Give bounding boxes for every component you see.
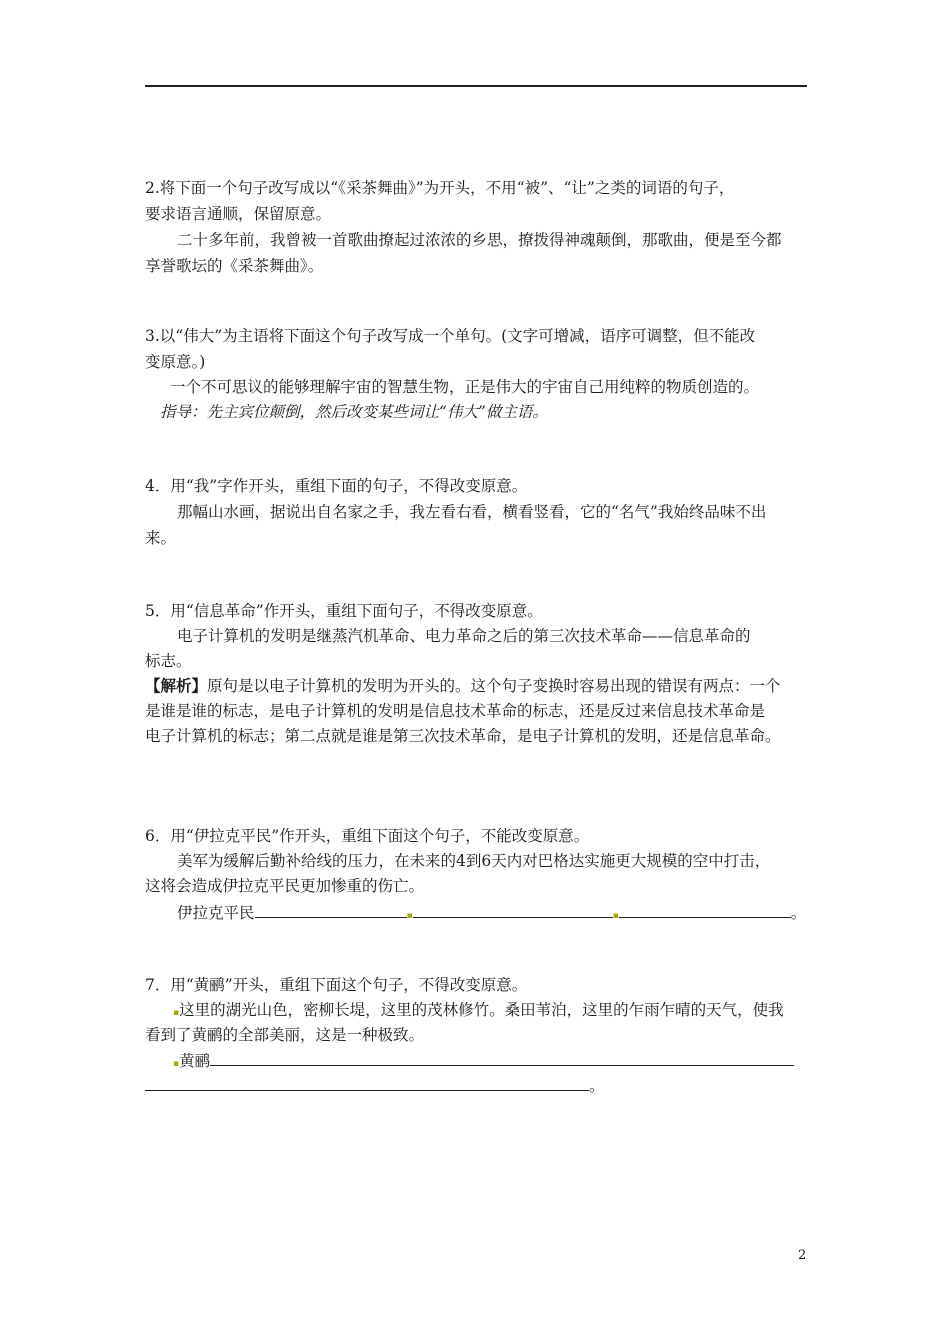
header-rule	[145, 85, 807, 87]
q7-sentence-text1: 这里的湖光山色，密柳长堤，这里的茂林修竹。桑田苇泊，这里的乍雨乍晴的天气，使我	[179, 1001, 784, 1019]
q2-prompt-line1: 2.将下面一个句子改写成以“《采茶舞曲》”为开头，不用“被”、“让”之类的词语的句子，	[145, 179, 735, 197]
q2-sentence-line1: 二十多年前，我曾被一首歌曲撩起过浓浓的乡思，撩拨得神魂颠倒，那歌曲，便是至今都	[177, 231, 782, 249]
q5-sentence-line1: 电子计算机的发明是继蒸汽机革命、电力革命之后的第三次技术革命——信息革命的	[177, 627, 751, 645]
q7-answer-line1	[173, 1050, 794, 1074]
q6-answer-end: 。	[790, 904, 807, 922]
q6-answer-start: 伊拉克平民	[177, 904, 255, 922]
yellow-mark-icon: ▪	[173, 1059, 180, 1069]
q6-sentence-line2: 这将会造成伊拉克平民更加惨重的伤亡。	[145, 877, 425, 895]
q7-answer-start: 黄鹂	[179, 1052, 211, 1070]
q7-prompt: 7．用“黄鹂”开头，重组下面这个句子，不得改变原意。	[145, 976, 528, 994]
q6-prompt: 6．用“伊拉克平民”作开头，重组下面这个句子，不能改变原意。	[145, 827, 590, 845]
q5-sentence-line2: 标志。	[145, 652, 192, 670]
q5-analysis-line1	[145, 676, 781, 696]
q6-answer-blank-1[interactable]	[255, 902, 407, 918]
q6-sentence-line1: 美军为缓解后勤补给线的压力，在未来的4到6天内对巴格达实施更大规模的空中打击，	[177, 852, 771, 870]
q4-sentence-line1: 那幅山水画，据说出自名家之手，我左看右看，横看竖看，它的“名气”我始终品味不出	[177, 503, 767, 521]
q5-analysis-line2: 是谁是谁的标志，是电子计算机的发明是信息技术革命的标志，还是反过来信息技术革命是	[145, 702, 766, 720]
yellow-mark-icon: ▪	[173, 1008, 180, 1018]
yellow-mark-icon: ▪	[612, 911, 619, 921]
q7-answer-blank-1[interactable]	[210, 1050, 794, 1066]
q7-sentence-line1	[173, 1000, 784, 1023]
q5-prompt: 5．用“信息革命”作开头，重组下面句子，不得改变原意。	[145, 602, 543, 620]
q7-answer-end: 。	[589, 1077, 605, 1095]
q3-prompt-line2: 变原意。)	[145, 353, 206, 371]
q6-answer-blank-2[interactable]	[413, 902, 613, 918]
q7-answer-line2	[145, 1075, 605, 1096]
q2-sentence-line2: 享誉歌坛的《采茶舞曲》。	[145, 257, 324, 275]
q7-sentence-line2: 看到了黄鹂的全部美丽，这是一种极致。	[145, 1026, 425, 1044]
q4-prompt: 4．用“我”字作开头，重组下面的句子，不得改变原意。	[145, 477, 528, 495]
q5-analysis-line3: 电子计算机的标志；第二点就是谁是第三次技术革命，是电子计算机的发明，还是信息革命。	[145, 727, 781, 745]
analysis-tag: 【解析】	[145, 676, 208, 695]
q7-answer-blank-2[interactable]	[145, 1075, 589, 1091]
q3-hint: 指导：先主宾位颠倒，然后改变某些词让“伟大”做主语。	[160, 403, 548, 421]
page-number: 2	[798, 1248, 807, 1263]
q6-answer-line	[177, 902, 806, 926]
q3-prompt-line1: 3.以“伟大”为主语将下面这个句子改写成一个单句。(文字可增减，语序可调整，但不能改	[145, 327, 756, 345]
yellow-mark-icon: ▪	[406, 911, 413, 921]
q2-prompt-line2: 要求语言通顺，保留原意。	[145, 205, 332, 223]
q3-sentence: 一个不可思议的能够理解宇宙的智慧生物，正是伟大的宇宙自己用纯粹的物质创造的。	[170, 378, 760, 396]
q4-sentence-line2: 来。	[145, 529, 177, 547]
q6-answer-blank-3[interactable]	[619, 902, 791, 918]
q5-analysis-text1: 原句是以电子计算机的发明为开头的。这个句子变换时容易出现的错误有两点：一个	[207, 677, 781, 695]
